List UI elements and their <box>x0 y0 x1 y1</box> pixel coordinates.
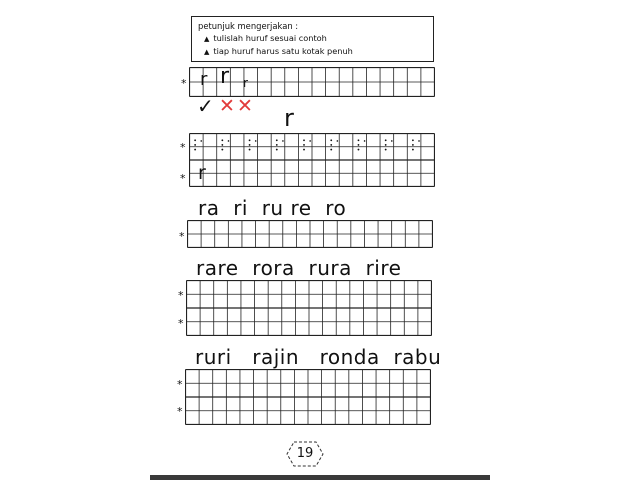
page-number: 19 <box>296 446 314 461</box>
tracing-dot <box>385 149 387 151</box>
cross-mark-icon: ✕ <box>219 95 235 117</box>
tracing-dot <box>330 149 332 151</box>
tracing-dot <box>303 139 305 141</box>
word-row-1: ra ri ru re ro <box>198 196 347 220</box>
tracing-dot <box>412 139 414 141</box>
tracing-dot <box>412 144 414 146</box>
word-grid-2 <box>186 280 432 336</box>
instruction-line-1 <box>198 32 427 45</box>
tracing-dot <box>194 139 196 141</box>
instruction-text-2: tiap huruf harus satu kotak penuh <box>213 46 353 56</box>
word-grid-1 <box>187 220 433 248</box>
tracing-dot <box>330 144 332 146</box>
tracing-grid-lines <box>189 133 435 187</box>
word-row-2: rare rora rura rire <box>196 256 402 280</box>
row-star-marker: * <box>177 378 183 391</box>
tracing-dot <box>194 144 196 146</box>
word-grid-3-lines <box>185 369 431 425</box>
tracing-dot <box>358 144 360 146</box>
tracing-grid <box>189 133 435 187</box>
word-row-3: ruri rajin ronda rabu <box>195 345 442 369</box>
word-grid-2-lines <box>186 280 432 336</box>
instruction-line-2 <box>198 45 427 58</box>
tracing-dot <box>303 144 305 146</box>
tracing-dot <box>200 140 202 142</box>
row-star-marker: * <box>178 289 184 302</box>
tracing-dot <box>249 139 251 141</box>
tracing-dot <box>282 140 284 142</box>
tracing-dot <box>391 140 393 142</box>
tracing-dot <box>330 139 332 141</box>
instructions-title: petunjuk mengerjakan : <box>198 21 299 31</box>
tracing-dot <box>358 149 360 151</box>
tracing-dot <box>364 140 366 142</box>
word-grid-3 <box>185 369 431 425</box>
tracing-dot <box>385 139 387 141</box>
tracing-dot <box>228 140 230 142</box>
word-grid-1-lines <box>187 220 433 248</box>
tracing-dot <box>194 149 196 151</box>
check-mark-icon: ✓ <box>197 94 214 118</box>
row-star-marker: * <box>180 141 186 154</box>
tracing-dot <box>276 144 278 146</box>
cross-mark-icon: ✕ <box>237 95 253 117</box>
tracing-dot <box>221 139 223 141</box>
tracing-dot <box>303 149 305 151</box>
tracing-dot <box>337 140 339 142</box>
page-number-badge <box>286 441 324 467</box>
tracing-dot <box>385 144 387 146</box>
tracing-dot <box>418 140 420 142</box>
example-letter-correct: r <box>200 69 208 90</box>
tracing-dot <box>221 149 223 151</box>
tracing-dot <box>221 144 223 146</box>
row-star-marker: * <box>177 405 183 418</box>
tracing-dot <box>309 140 311 142</box>
tracing-dot <box>276 139 278 141</box>
tracing-dot <box>358 139 360 141</box>
tracing-dot <box>249 144 251 146</box>
tracing-dot <box>276 149 278 151</box>
triangle-bullet-icon: ▲ <box>204 48 210 56</box>
example-letter-too-small: r <box>243 76 248 90</box>
bottom-bar <box>150 475 490 480</box>
triangle-bullet-icon: ▲ <box>204 35 210 43</box>
instructions-box <box>191 16 434 62</box>
example-letter-too-tall: r <box>220 64 230 89</box>
row-star-marker: * <box>178 317 184 330</box>
focus-letter: r <box>284 104 294 132</box>
practice-letter: r <box>198 162 206 184</box>
row-star-marker: * <box>181 77 187 90</box>
instruction-text-1: tulislah huruf sesuai contoh <box>213 33 327 43</box>
row-star-marker: * <box>180 172 186 185</box>
row-star-marker: * <box>179 230 185 243</box>
tracing-dot <box>255 140 257 142</box>
tracing-dot <box>412 149 414 151</box>
tracing-dot <box>249 149 251 151</box>
